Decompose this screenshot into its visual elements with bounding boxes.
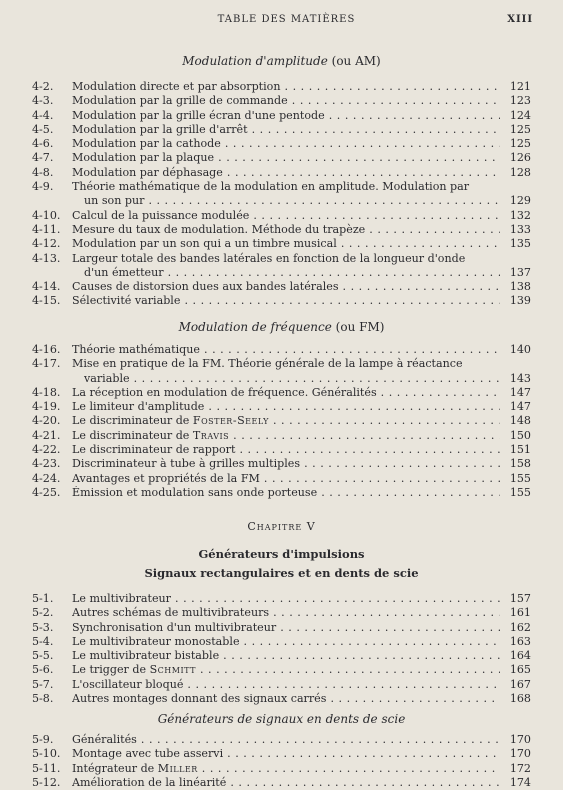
toc-entry bbox=[32, 457, 531, 471]
toc-list-fm bbox=[32, 343, 531, 500]
toc-entry-number: 4-8. bbox=[32, 165, 54, 179]
toc-entry-number: 4-3. bbox=[32, 94, 54, 108]
toc-entry-title-continued bbox=[84, 194, 531, 208]
toc-entry-title bbox=[72, 762, 531, 776]
toc-entry-title bbox=[72, 80, 531, 94]
toc-entry-title bbox=[72, 400, 531, 414]
toc-entry-page: 140 bbox=[500, 343, 531, 357]
toc-entry-page: 143 bbox=[500, 372, 531, 386]
toc-entry-text: Discriminateur à tube à grilles multiples bbox=[72, 457, 301, 471]
toc-entry-number: 4-24. bbox=[32, 471, 61, 485]
toc-entry bbox=[32, 606, 531, 620]
toc-entry bbox=[32, 621, 531, 635]
toc-entry-number: 5-11. bbox=[32, 761, 61, 775]
toc-entry-text: Mise en pratique de la FM. Théorie générale de la lampe à réactance bbox=[72, 357, 463, 371]
toc-entry-text: Modulation par la cathode bbox=[72, 137, 221, 151]
toc-entry-title bbox=[72, 180, 531, 194]
toc-entry-text: Émission et modulation sans onde porteuse bbox=[72, 485, 318, 499]
toc-entry-page: 128 bbox=[500, 166, 531, 180]
toc-list-impulsions bbox=[32, 592, 531, 706]
toc-entry-page: 167 bbox=[500, 678, 531, 692]
toc-entry-number: 5-9. bbox=[32, 733, 54, 746]
toc-entry-title bbox=[72, 592, 531, 606]
toc-entry-page: 155 bbox=[500, 472, 531, 486]
toc-entry-title bbox=[72, 123, 531, 137]
toc-entry-text: Mesure du taux de modulation. Méthode du trapèze bbox=[72, 222, 366, 236]
toc-entry-author: Schmitt bbox=[149, 663, 196, 677]
toc-entry-title bbox=[72, 606, 531, 620]
toc-entry-page: 164 bbox=[500, 649, 531, 663]
toc-entry-page: 125 bbox=[500, 137, 531, 151]
toc-entry-text: Modulation directe et par absorption bbox=[72, 80, 281, 93]
toc-entry bbox=[32, 678, 531, 692]
toc-entry-page: 150 bbox=[500, 429, 531, 443]
toc-entry-number: 4-4. bbox=[32, 108, 54, 122]
toc-entry-title bbox=[72, 663, 531, 677]
toc-entry-page: 121 bbox=[500, 80, 531, 94]
toc-entry-page: 172 bbox=[500, 762, 531, 776]
toc-entry bbox=[32, 294, 531, 308]
toc-entry bbox=[32, 733, 531, 747]
section-title-fm-main: Modulation de fréquence bbox=[178, 320, 332, 334]
toc-entry-number: 5-5. bbox=[32, 649, 54, 663]
toc-entry-number: 4-2. bbox=[32, 80, 54, 93]
toc-entry-number: 5-10. bbox=[32, 747, 61, 761]
toc-entry-number: 4-13. bbox=[32, 251, 61, 265]
toc-entry-number: 5-12. bbox=[32, 775, 61, 789]
toc-entry bbox=[32, 343, 531, 357]
section-title-am bbox=[36, 54, 527, 68]
toc-entry-title bbox=[72, 747, 531, 761]
toc-entry-number: 5-4. bbox=[32, 634, 54, 648]
toc-entry-page: 132 bbox=[500, 209, 531, 223]
toc-entry-text-continued: variable bbox=[84, 371, 130, 385]
toc-entry bbox=[32, 109, 531, 123]
toc-entry-page: 158 bbox=[500, 457, 531, 471]
toc-entry-text: Le multivibrateur bistable bbox=[72, 649, 220, 663]
chapter-label: Chapitre V bbox=[247, 520, 316, 533]
toc-entry-page: 168 bbox=[500, 692, 531, 706]
toc-entry-title bbox=[72, 649, 531, 663]
toc-entry-title bbox=[72, 343, 531, 357]
toc-entry-text: Sélectivité variable bbox=[72, 294, 181, 308]
toc-entry-title bbox=[72, 443, 531, 457]
toc-entry bbox=[32, 137, 531, 151]
toc-entry-number: 5-7. bbox=[32, 677, 54, 691]
toc-list-am bbox=[32, 80, 531, 309]
toc-entry bbox=[32, 663, 531, 677]
toc-entry-text: Modulation par la plaque bbox=[72, 151, 215, 165]
toc-entry bbox=[32, 386, 531, 400]
toc-entry bbox=[32, 180, 531, 209]
toc-entry-number: 5-3. bbox=[32, 620, 54, 634]
toc-entry-title bbox=[72, 137, 531, 151]
toc-entry-text: L'oscillateur bloqué bbox=[72, 677, 184, 691]
toc-entry-page: 139 bbox=[500, 294, 531, 308]
toc-entry-text: Théorie mathématique bbox=[72, 343, 200, 356]
toc-entry-author: Foster-Seely bbox=[192, 414, 269, 428]
toc-entry-text: Théorie mathématique de la modulation en amplitude. Modulation par bbox=[72, 180, 470, 194]
toc-entry-page: 129 bbox=[500, 194, 531, 208]
toc-entry-title-continued bbox=[84, 372, 531, 386]
toc-entry bbox=[32, 692, 531, 706]
toc-entry-title bbox=[72, 414, 531, 428]
toc-entry-number: 4-19. bbox=[32, 400, 61, 414]
toc-entry-page: 124 bbox=[500, 109, 531, 123]
toc-entry-title bbox=[72, 776, 531, 790]
toc-entry-number: 4-17. bbox=[32, 357, 61, 371]
toc-entry bbox=[32, 237, 531, 251]
toc-entry-page: 151 bbox=[500, 443, 531, 457]
toc-entry-page: 170 bbox=[500, 747, 531, 761]
toc-entry-text: La réception en modulation de fréquence. Généralités bbox=[72, 385, 377, 399]
toc-entry-text: Largeur totale des bandes latérales en fonction de la longueur d'onde bbox=[72, 251, 466, 265]
toc-entry-number: 5-1. bbox=[32, 592, 54, 605]
toc-entry bbox=[32, 443, 531, 457]
toc-entry-number: 4-12. bbox=[32, 237, 61, 251]
toc-entry-number: 4-11. bbox=[32, 222, 61, 236]
toc-entry-text: Le multivibrateur bbox=[72, 592, 171, 605]
toc-entry-text: Autres schémas de multivibrateurs bbox=[72, 606, 270, 620]
toc-entry-number: 4-6. bbox=[32, 137, 54, 151]
toc-entry-title bbox=[72, 237, 531, 251]
section-title-saw: Générateurs de signaux en dents de scie bbox=[157, 712, 406, 726]
toc-entry bbox=[32, 252, 531, 281]
toc-entry bbox=[32, 649, 531, 663]
toc-entry-title bbox=[72, 223, 531, 237]
toc-entry bbox=[32, 592, 531, 606]
toc-entry-page: 162 bbox=[500, 621, 531, 635]
toc-entry-number: 4-10. bbox=[32, 208, 61, 222]
chapter-title: Générateurs d'impulsions bbox=[198, 547, 365, 561]
toc-entry-text: Le discriminateur de bbox=[72, 428, 190, 442]
toc-entry-page: 133 bbox=[500, 223, 531, 237]
toc-entry bbox=[32, 414, 531, 428]
toc-entry-text: Le trigger de bbox=[72, 663, 147, 677]
toc-entry-title bbox=[72, 692, 531, 706]
toc-entry-text: Causes de distorsion dues aux bandes latérales bbox=[72, 280, 339, 294]
toc-entry-number: 4-15. bbox=[32, 294, 61, 308]
toc-entry-text: Modulation par la grille de commande bbox=[72, 94, 288, 108]
toc-entry bbox=[32, 151, 531, 165]
toc-entry-title bbox=[72, 357, 531, 371]
toc-entry bbox=[32, 400, 531, 414]
toc-entry-text: Le discriminateur de bbox=[72, 414, 190, 428]
toc-entry-title bbox=[72, 151, 531, 165]
toc-entry bbox=[32, 486, 531, 500]
header-page-number: XIII bbox=[507, 14, 533, 25]
toc-entry-title bbox=[72, 429, 531, 443]
toc-entry-title bbox=[72, 386, 531, 400]
toc-entry bbox=[32, 635, 531, 649]
toc-entry-page: 147 bbox=[500, 386, 531, 400]
toc-entry bbox=[32, 166, 531, 180]
toc-entry-title bbox=[72, 109, 531, 123]
toc-entry bbox=[32, 223, 531, 237]
toc-entry-text: Amélioration de la linéarité bbox=[72, 775, 227, 789]
toc-entry-page: 170 bbox=[500, 733, 531, 747]
toc-entry-text: Le discriminateur de rapport bbox=[72, 443, 236, 457]
toc-entry-number: 4-9. bbox=[32, 180, 54, 194]
toc-entry-title bbox=[72, 733, 531, 747]
toc-entry-page: 157 bbox=[500, 592, 531, 606]
toc-entry-number: 4-5. bbox=[32, 122, 54, 136]
toc-entry bbox=[32, 776, 531, 790]
toc-entry-text: Le limiteur d'amplitude bbox=[72, 400, 205, 414]
toc-entry bbox=[32, 472, 531, 486]
toc-entry-number: 4-18. bbox=[32, 385, 61, 399]
toc-entry-title bbox=[72, 486, 531, 500]
toc-entry-page: 147 bbox=[500, 400, 531, 414]
toc-entry-text: Montage avec tube asservi bbox=[72, 747, 224, 761]
toc-entry-number: 4-22. bbox=[32, 443, 61, 457]
toc-entry-page: 161 bbox=[500, 606, 531, 620]
toc-entry-title bbox=[72, 209, 531, 223]
toc-entry-text: Modulation par un son qui a un timbre musical bbox=[72, 237, 337, 251]
toc-entry-page: 125 bbox=[500, 123, 531, 137]
toc-entry-page: 123 bbox=[500, 94, 531, 108]
toc-entry-number: 5-8. bbox=[32, 692, 54, 706]
header-title: TABLE DES MATIÈRES bbox=[217, 14, 356, 25]
toc-entry-page: 137 bbox=[500, 266, 531, 280]
toc-entry bbox=[32, 80, 531, 94]
toc-entry-text: Modulation par déphasage bbox=[72, 165, 223, 179]
toc-entry-text: Synchronisation d'un multivibrateur bbox=[72, 620, 277, 634]
toc-entry-page: 155 bbox=[500, 486, 531, 500]
toc-entry-author: Miller bbox=[157, 761, 198, 775]
toc-entry-number: 4-20. bbox=[32, 414, 61, 428]
toc-entry-title bbox=[72, 635, 531, 649]
toc-entry-text: Intégrateur de bbox=[72, 761, 155, 775]
toc-entry bbox=[32, 123, 531, 137]
section-title-fm-suffix: (ou FM) bbox=[335, 320, 385, 334]
toc-entry-page: 163 bbox=[500, 635, 531, 649]
toc-entry-number: 4-21. bbox=[32, 428, 61, 442]
toc-entry bbox=[32, 280, 531, 294]
toc-entry-title bbox=[72, 472, 531, 486]
toc-entry-number: 5-6. bbox=[32, 663, 54, 677]
toc-entry-text: Modulation par la grille écran d'une pentode bbox=[72, 108, 325, 122]
toc-entry-title bbox=[72, 94, 531, 108]
toc-entry bbox=[32, 357, 531, 386]
toc-entry-title bbox=[72, 678, 531, 692]
toc-entry bbox=[32, 747, 531, 761]
toc-entry-number: 5-2. bbox=[32, 606, 54, 620]
toc-entry-page: 135 bbox=[500, 237, 531, 251]
section-title-fm bbox=[36, 320, 527, 334]
toc-entry-text: Généralités bbox=[72, 733, 137, 746]
toc-entry-title bbox=[72, 252, 531, 266]
toc-entry-number: 4-25. bbox=[32, 485, 61, 499]
toc-entry-text: Modulation par la grille d'arrêt bbox=[72, 122, 248, 136]
toc-entry-title bbox=[72, 294, 531, 308]
toc-list-saw bbox=[32, 733, 531, 790]
toc-entry-number: 4-23. bbox=[32, 457, 61, 471]
toc-entry-text: Autres montages donnant des signaux carrés bbox=[72, 692, 327, 706]
toc-entry-title bbox=[72, 621, 531, 635]
toc-entry-text: Le multivibrateur monostable bbox=[72, 634, 240, 648]
toc-entry-page: 174 bbox=[500, 776, 531, 790]
toc-entry bbox=[32, 762, 531, 776]
toc-entry-text-continued: un son pur bbox=[84, 194, 145, 208]
toc-entry-title bbox=[72, 457, 531, 471]
toc-entry-page: 126 bbox=[500, 151, 531, 165]
section-title-am-main: Modulation d'amplitude bbox=[182, 54, 328, 68]
toc-entry-text: Calcul de la puissance modulée bbox=[72, 208, 250, 222]
toc-entry bbox=[32, 94, 531, 108]
chapter-subtitle: Signaux rectangulaires et en dents de scie bbox=[144, 566, 419, 580]
toc-entry-number: 4-16. bbox=[32, 343, 61, 356]
toc-entry-page: 138 bbox=[500, 280, 531, 294]
toc-entry-author: Travis bbox=[192, 428, 230, 442]
toc-entry-title bbox=[72, 280, 531, 294]
toc-entry bbox=[32, 429, 531, 443]
toc-entry-number: 4-14. bbox=[32, 280, 61, 294]
toc-entry-title-continued bbox=[84, 266, 531, 280]
toc-entry bbox=[32, 209, 531, 223]
toc-entry-page: 165 bbox=[500, 663, 531, 677]
toc-entry-text-continued: d'un émetteur bbox=[84, 265, 164, 279]
toc-entry-page: 148 bbox=[500, 414, 531, 428]
toc-entry-title bbox=[72, 166, 531, 180]
toc-entry-number: 4-7. bbox=[32, 151, 54, 165]
toc-entry-text: Avantages et propriétés de la FM bbox=[72, 471, 260, 485]
page-header bbox=[40, 14, 533, 30]
section-title-am-suffix: (ou AM) bbox=[331, 54, 381, 68]
